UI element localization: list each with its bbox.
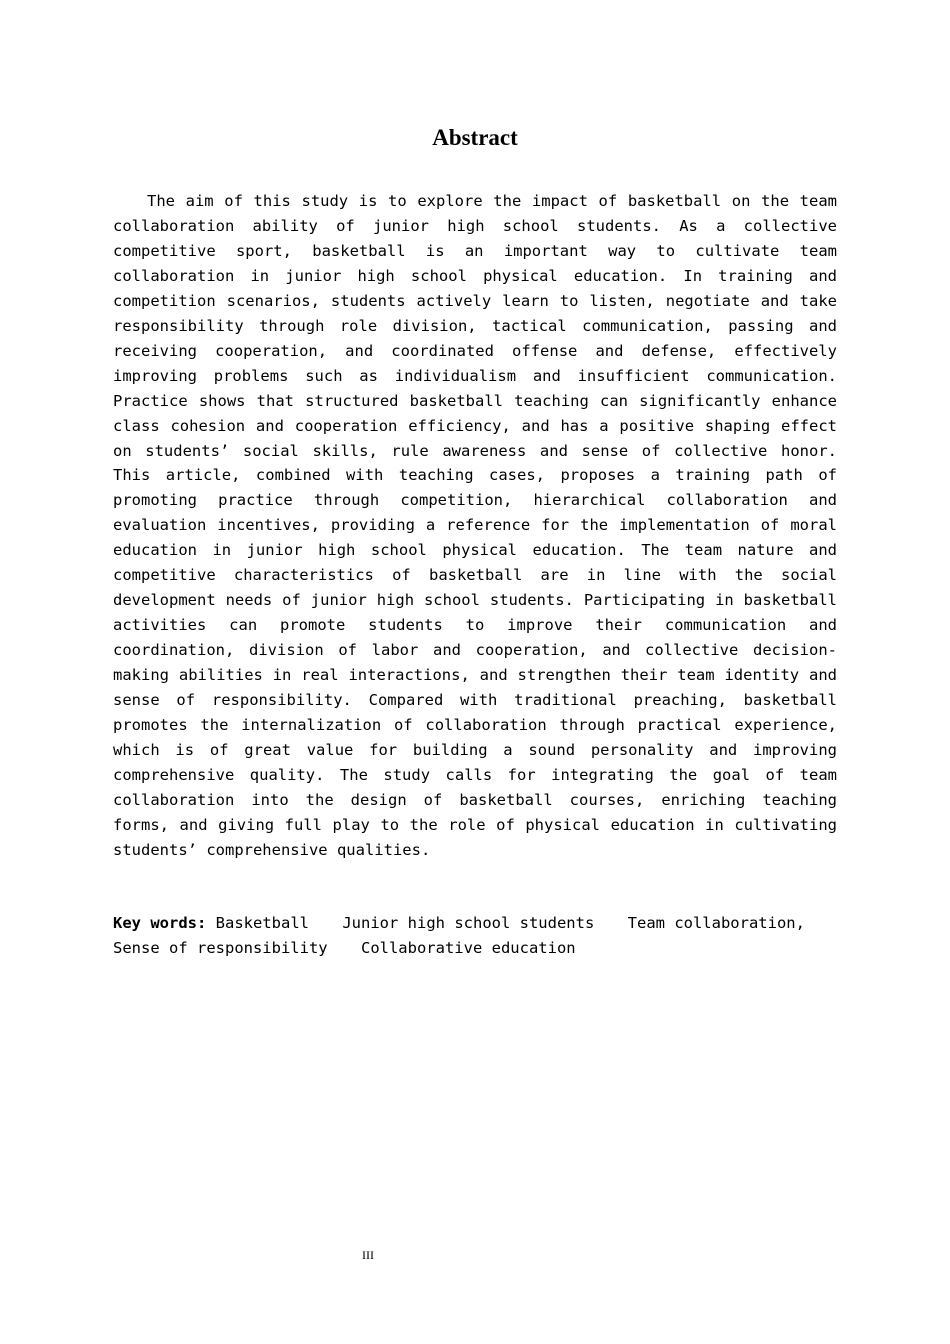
- keyword-item: Basketball: [215, 914, 309, 932]
- keyword-item: Team collaboration,: [627, 914, 805, 932]
- keyword-item: Junior high school students: [342, 914, 595, 932]
- keyword-item: Collaborative education: [360, 938, 576, 957]
- page-title: Abstract: [432, 125, 518, 150]
- keywords-label: Key words:: [113, 914, 207, 932]
- page-number: III: [362, 1248, 374, 1262]
- keywords-line: [113, 911, 837, 961]
- abstract-paragraph: The aim of this study is to explore the impact of basketball on the team collaboration ability of junior high school students. As a collective competitive sport, basketball is an important way to cultivate team collaboration in junior high school physical education. In training and competition scenarios, students actively learn to listen, negotiate and take responsibility through role division, tactical communication, passing and receiving cooperation, and coordinated offense and defense, effectively improving problems such as individualism and insufficient communication. Practice shows that structured basketball teaching can significantly enhance class cohesion and cooperation efficiency, and has a positive shaping effect on students’ social skills, rule awareness and sense of collective honor. This article, combined with teaching cases, proposes a training path of promoting practice through competition, hierarchical collaboration and evaluation incentives, providing a reference for the implementation of moral education in junior high school physical education. The team nature and competitive characteristics of basketball are in line with the social development needs of junior high school students. Participating in basketball activities can promote students to improve their communication and coordination, division of labor and cooperation, and collective decision-making abilities in real interactions, and strengthen their team identity and sense of responsibility. Compared with traditional preaching, basketball promotes the internalization of collaboration through practical experience, which is of great value for building a sound personality and improving comprehensive quality. The study calls for integrating the goal of team collaboration into the design of basketball courses, enriching teaching forms, and giving full play to the role of physical education in cultivating students’ comprehensive qualities.: [113, 192, 837, 859]
- keyword-item: Sense of responsibility: [113, 938, 328, 957]
